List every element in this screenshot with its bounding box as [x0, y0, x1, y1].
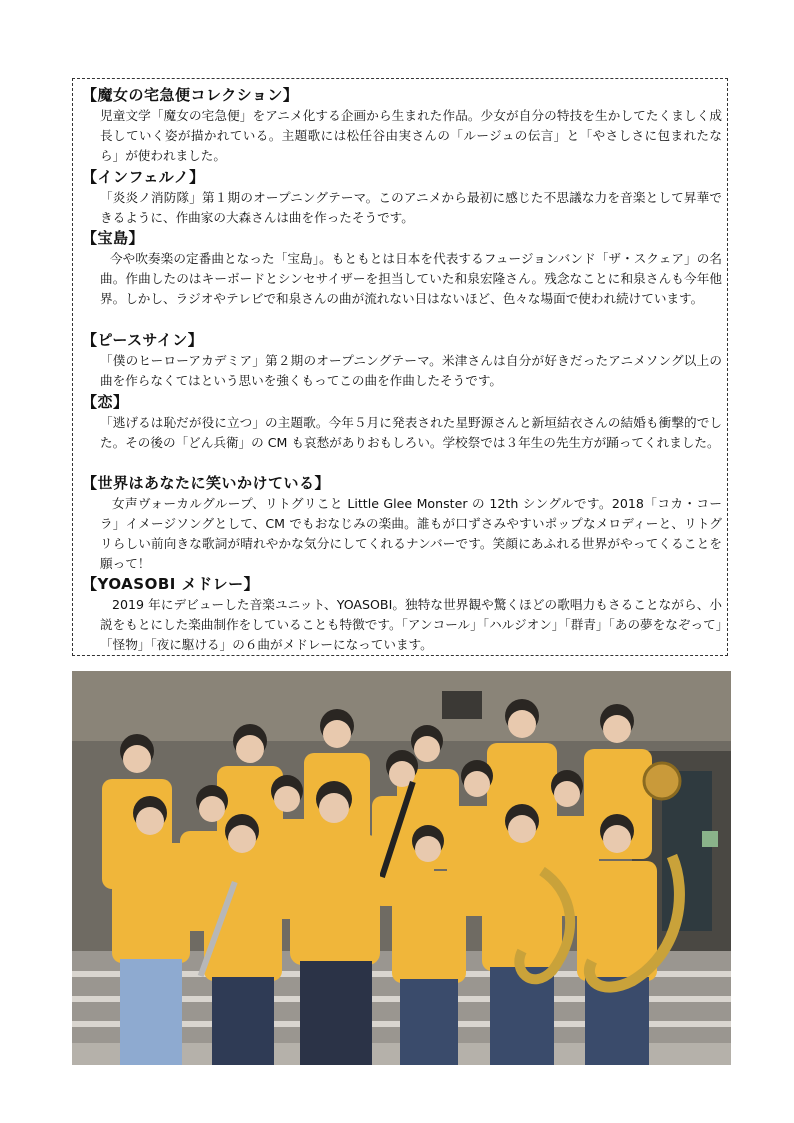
section-title: 【宝島】: [82, 229, 145, 247]
section-majo: [82, 86, 722, 166]
section-sekai: [82, 474, 722, 574]
section-title: 【YOASOBI メドレー】: [82, 575, 260, 593]
section-text: 児童文学「魔女の宅急便」をアニメ化する企画から生まれた作品。少女が自分の特技を生かしてたくましく成長していく姿が描かれている。主題歌には松任谷由実さんの「ルージュの伝言」と「やさしさに包まれたなら」が使われました。: [100, 108, 722, 163]
section-text: 今や吹奏楽の定番曲となった「宝島」。もともとは日本を代表するフュージョンバンド「ザ・スクェア」の名曲。作曲したのはキーボードとシンセサイザーを担当していた和泉宏隆さん。残念なことに和泉さんも今年他界。しかし、ラジオやテレビで和泉さんの曲が流れない日はないほど、色々な場面で使われ続けています。: [100, 251, 722, 306]
section-text: 「逃げるは恥だが役に立つ」の主題歌。今年５月に発表された星野源さんと新垣結衣さんの結婚も衝撃的でした。その後の「どん兵衛」の CM も哀愁がありおもしろい。学校祭では３年生の先生方が踊ってくれました。: [100, 415, 722, 450]
section-inferno: [82, 168, 722, 228]
section-title: 【恋】: [82, 393, 129, 411]
section-text: 「僕のヒーローアカデミア」第２期のオープニングテーマ。米津さんは自分が好きだったアニメソング以上の曲を作らなくてはという思いを強くもってこの曲を作曲したそうです。: [100, 353, 722, 388]
section-title: 【世界はあなたに笑いかけている】: [82, 474, 331, 492]
section-text: 女声ヴォーカルグループ、リトグリこと Little Glee Monster の 12th シングルです。2018「コカ・コーラ」イメージソングとして、CM でもおなじみの楽曲。誰もが口ずさみやすいポップなメロディーと、リトグリらしい前向きな歌詞が晴れやかな気分にしてくれるナンバーです。笑顔にあふれる世界がやってくることを願って！: [100, 496, 722, 571]
band-group-photo: [72, 671, 731, 1065]
section-title: 【魔女の宅急便コレクション】: [82, 86, 299, 104]
section-text: 2019 年にデビューした音楽ユニット、YOASOBI。独特な世界観や驚くほどの歌唱力もさることながら、小説をもとにした楽曲制作をしていることも特徴です。「アンコール」「ハルジオン」「群青」「あの夢をなぞって」「怪物」「夜に駆ける」の６曲がメドレーになっています。: [100, 597, 722, 652]
group-photo-illustration: [72, 671, 731, 1065]
section-yoasobi: [82, 575, 722, 655]
section-text: 「炎炎ノ消防隊」第１期のオープニングテーマ。このアニメから最初に感じた不思議な力を音楽として昇華できるように、作曲家の大森さんは曲を作ったそうです。: [100, 190, 722, 225]
section-title: 【ピースサイン】: [82, 331, 204, 349]
section-title: 【インフェルノ】: [82, 168, 205, 186]
section-koi: [82, 393, 722, 453]
section-peace-sign: [82, 331, 722, 391]
section-takarajima: [82, 229, 722, 309]
